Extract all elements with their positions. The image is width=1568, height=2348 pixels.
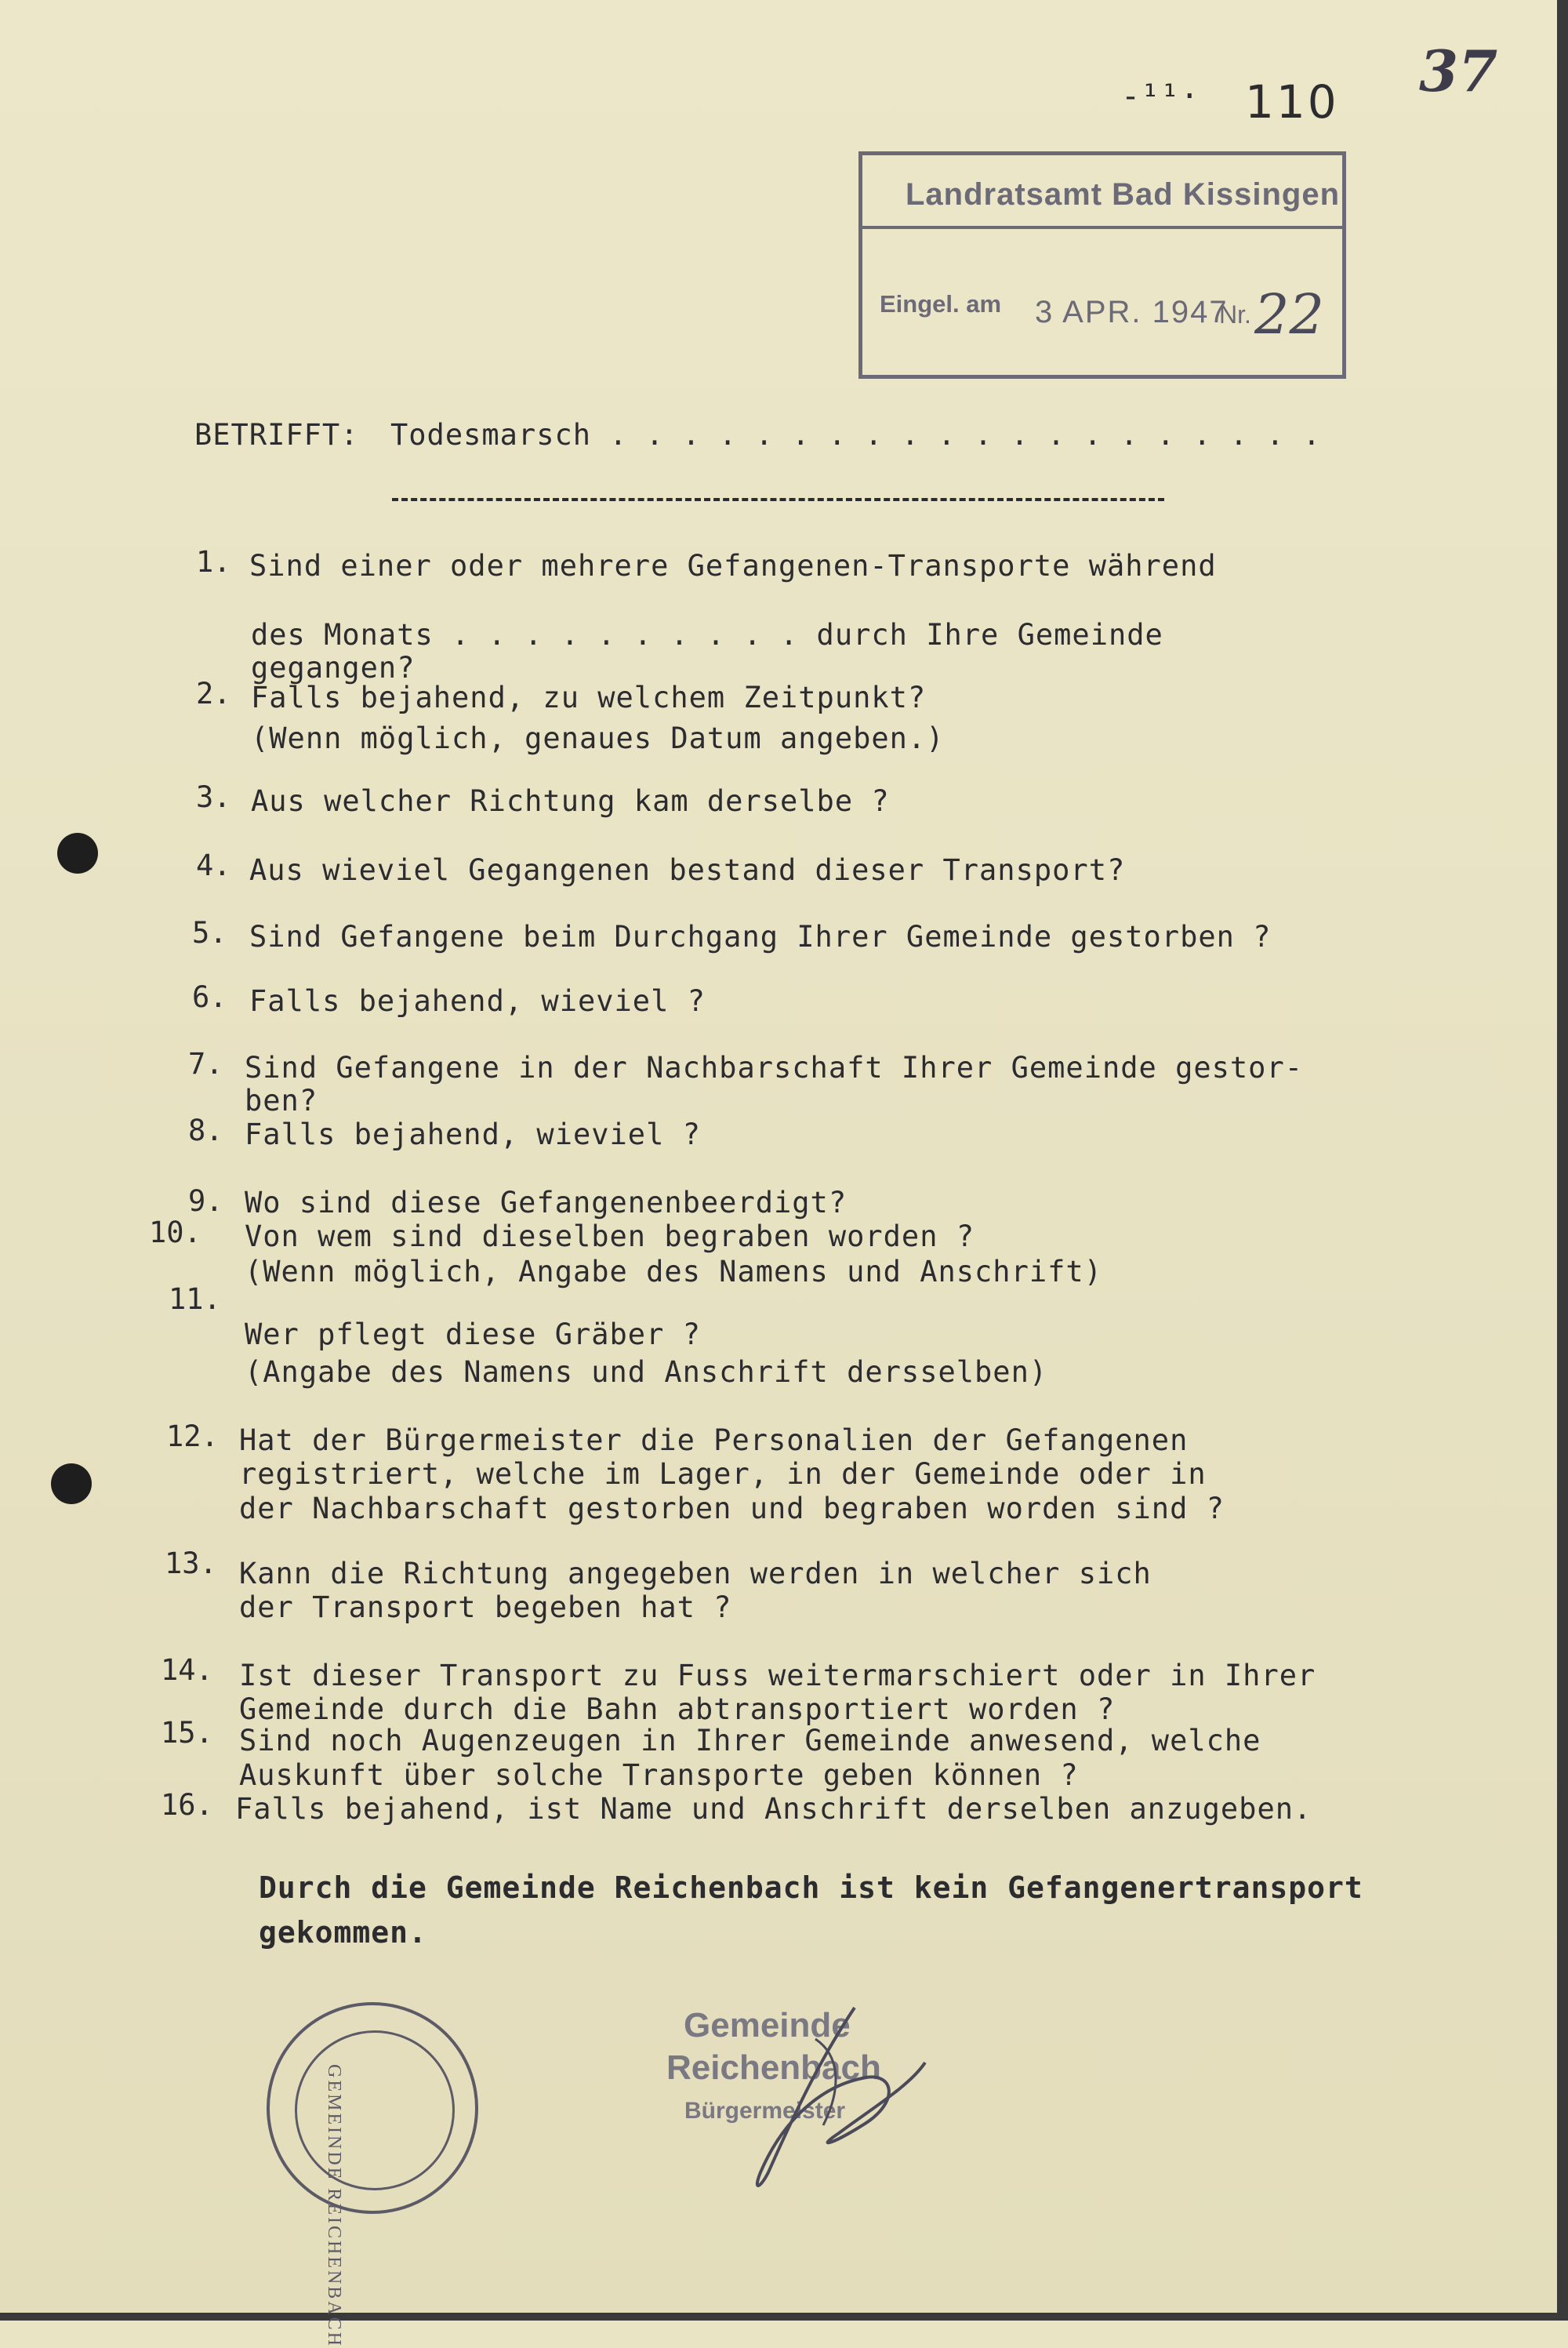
stamp-nr-label: Nr. [1219,300,1251,329]
question-number: 1. [196,545,231,579]
question-number: 4. [196,849,231,882]
question-number: 12. [166,1419,219,1453]
question-text: Falls bejahend, zu welchem Zeitpunkt? [251,681,927,714]
question-text: Falls bejahend, wieviel ? [249,984,706,1018]
question-text: (Wenn möglich, genaues Datum angeben.) [251,721,945,755]
question-text: (Wenn möglich, Angabe des Namens und Anschrift) [245,1255,1102,1288]
gemeinde-stamp-line-3: Bürgermeister [684,2098,846,2124]
question-text: Sind Gefangene in der Nachbarschaft Ihrer Gemeinde gestor- [245,1051,1304,1085]
question-number: 14. [161,1653,213,1687]
handwritten-nr: 22 [1254,282,1325,347]
answer-line-1: Durch die Gemeinde Reichenbach ist kein Gefangenertransport [259,1870,1363,1905]
question-text: ben? [245,1084,318,1118]
signature [706,1992,941,2204]
scan-edge-right [1557,0,1568,2321]
question-text: Auskunft über solche Transporte geben können ? [239,1758,1079,1792]
subject-text: Todesmarsch . . . . . . . . . . . . . . . . . . . . [390,418,1322,452]
question-number: 15. [161,1716,213,1750]
question-text: der Transport begeben hat ? [239,1590,732,1624]
question-text: gegangen? [251,651,416,685]
handwritten-folio-number: 37 [1419,38,1498,104]
subject-label: BETRIFFT: [194,418,359,452]
question-text: Ist dieser Transport zu Fuss weitermarschiert oder in Ihrer [239,1659,1316,1692]
question-number: 3. [196,780,231,814]
question-number: 13. [165,1547,217,1580]
question-text: Sind einer oder mehrere Gefangenen-Transporte während [249,549,1217,583]
question-number: 11. [169,1282,221,1316]
punch-hole-top [57,833,98,874]
question-number: 6. [192,980,227,1014]
question-text: (Angabe des Namens und Anschrift dersselben) [245,1355,1048,1389]
question-text: des Monats . . . . . . . . . . durch Ihre Gemeinde [251,618,1163,652]
question-number: 8. [188,1114,223,1147]
stamp-received-date: 3 APR. 1947 [1035,295,1229,329]
question-text: Kann die Richtung angegeben werden in welcher sich [239,1557,1152,1590]
question-text: Falls bejahend, ist Name und Anschrift derselben anzugeben. [235,1792,1312,1826]
scan-edge-bottom [0,2313,1568,2321]
subject-rule [392,498,1164,501]
page-number: 110 [1245,75,1339,129]
stamp-office-name: Landratsamt Bad Kissingen [906,177,1341,212]
question-text: Aus welcher Richtung kam derselbe ? [251,784,890,818]
stamp-received-label: Eingel. am [880,290,1002,318]
question-text: Von wem sind dieselben begraben worden ? [245,1219,975,1253]
question-text: Aus wieviel Gegangenen bestand dieser Transport? [249,853,1126,887]
gemeinde-stamp-line-2: Reichenbach [666,2048,881,2087]
question-text: Gemeinde durch die Bahn abtransportiert worden ? [239,1692,1116,1726]
gemeinde-stamp-line-1: Gemeinde [684,2006,851,2045]
question-number: 5. [192,916,227,950]
question-number: 2. [196,677,231,711]
question-number: 16. [161,1788,213,1822]
punch-hole-bottom [51,1463,92,1504]
question-number: 7. [188,1047,223,1081]
question-text: Sind noch Augenzeugen in Ihrer Gemeinde anwesend, welche [239,1724,1261,1757]
question-text: Wer pflegt diese Gräber ? [245,1318,701,1351]
question-text: Falls bejahend, wieviel ? [245,1118,701,1151]
question-text: registriert, welche im Lager, in der Gemeinde oder in [239,1457,1207,1491]
question-number: 9. [188,1184,223,1218]
answer-line-2: gekommen. [259,1915,427,1950]
municipal-seal [267,2002,478,2348]
question-text: der Nachbarschaft gestorben und begraben worden sind ? [239,1492,1225,1525]
seal-text: GEMEINDE REICHENBACH [324,2064,344,2348]
folio-marks: -¹¹· [1121,78,1200,114]
question-number: 10. [149,1216,201,1249]
question-text: Hat der Bürgermeister die Personalien der Gefangenen [239,1423,1189,1457]
question-text: Sind Gefangene beim Durchgang Ihrer Gemeinde gestorben ? [249,920,1272,954]
question-text: Wo sind diese Gefangenenbeerdigt? [245,1186,848,1219]
